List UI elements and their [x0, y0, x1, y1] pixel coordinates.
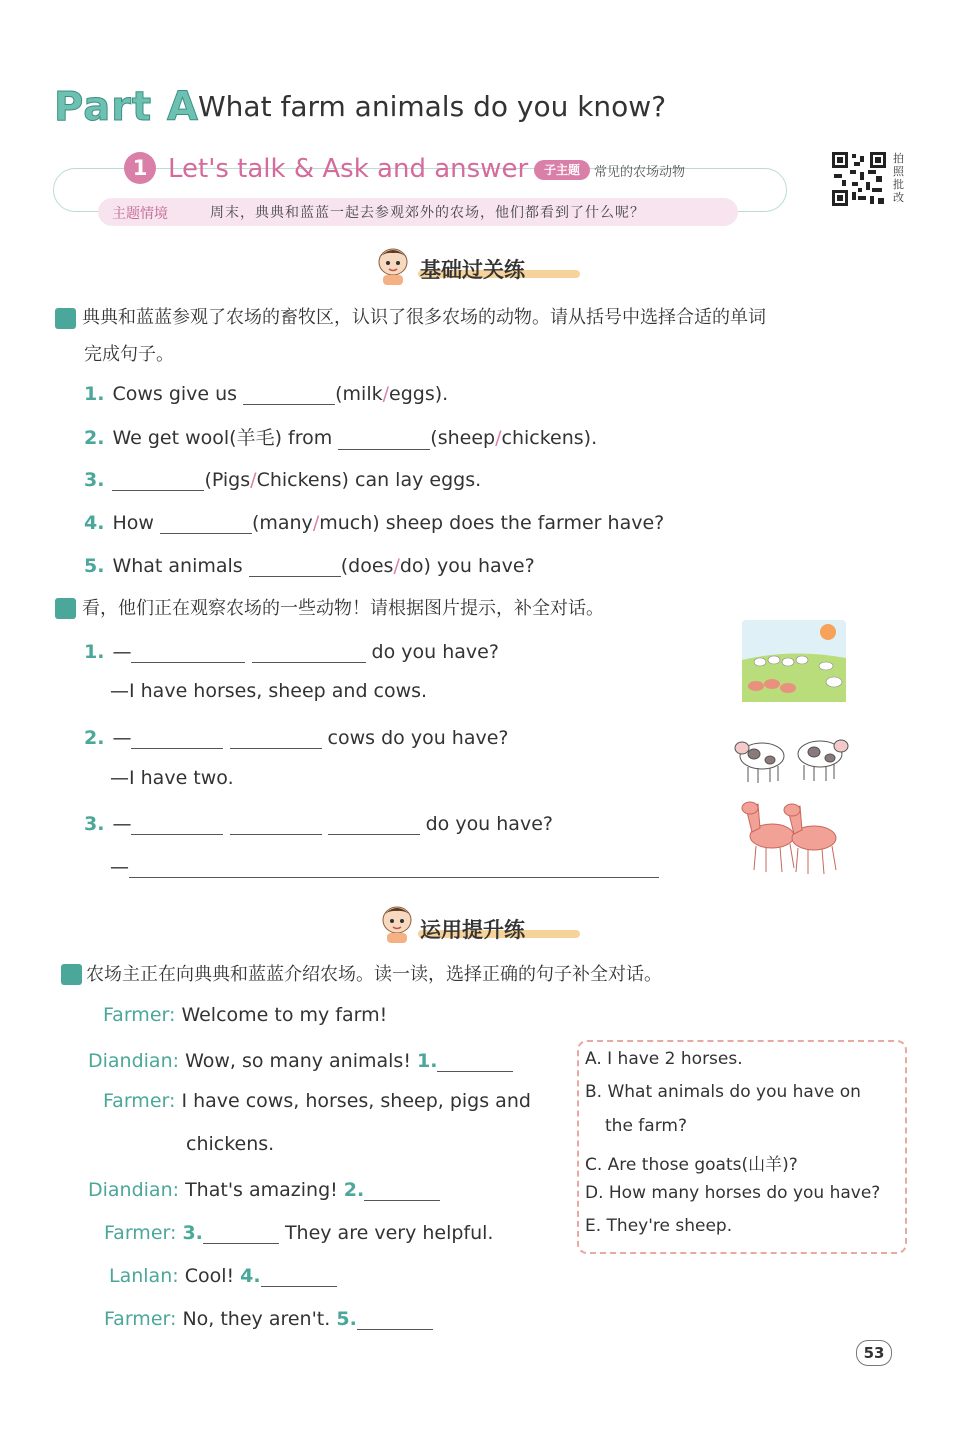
list-item: 4. How (many/much) sheep does the farmer have?	[84, 509, 664, 534]
subtheme-badge: 子主题	[534, 160, 590, 180]
answer-blank[interactable]	[131, 810, 223, 835]
option-d: D. How many horses do you have?	[585, 1183, 881, 1203]
level-heading: 运用提升练	[420, 918, 525, 942]
dialog-line: Diandian: Wow, so many animals! 1.	[88, 1047, 513, 1072]
level-heading: 基础过关练	[420, 258, 525, 282]
answer-blank[interactable]	[252, 638, 366, 663]
part-label: Part A	[54, 84, 199, 130]
section-three-icon	[61, 964, 82, 985]
dialog-answer: —I have horses, sheep and cows.	[110, 680, 428, 702]
unit-title: What farm animals do you know?	[198, 90, 667, 123]
qr-code-icon[interactable]	[832, 152, 886, 206]
section-number-badge: 1	[124, 152, 156, 184]
answer-blank[interactable]	[160, 509, 252, 534]
answer-blank[interactable]	[230, 810, 322, 835]
option-e: E. They're sheep.	[585, 1216, 733, 1236]
section-title: Let's talk & Ask and answer	[168, 154, 529, 184]
answer-blank[interactable]	[338, 425, 430, 450]
dialog-answer: —	[110, 853, 659, 878]
part1-instruction: 典典和蓝蓝参观了农场的畜牧区，认识了很多农场的动物。请从括号中选择合适的单词	[82, 307, 766, 328]
farm-scene-image	[742, 620, 846, 702]
page-number: 53	[856, 1340, 892, 1366]
child-mascot-icon	[372, 244, 414, 286]
answer-blank[interactable]	[131, 638, 245, 663]
dialog-question: 1. — do you have?	[84, 638, 499, 663]
answer-blank[interactable]	[437, 1047, 513, 1072]
list-item: 1. Cows give us (milk/eggs).	[84, 380, 448, 405]
option-b-cont: the farm?	[605, 1116, 687, 1136]
answer-blank[interactable]	[129, 853, 659, 878]
answer-blank[interactable]	[230, 724, 322, 749]
part1-instruction-cont: 完成句子。	[84, 344, 174, 365]
section-one-icon	[55, 308, 76, 329]
two-horses-image	[738, 794, 850, 876]
answer-blank[interactable]	[261, 1262, 337, 1287]
list-item: 5. What animals (does/do) you have?	[84, 552, 535, 577]
dialog-answer: —I have two.	[110, 767, 234, 789]
list-item: 2. We get wool(羊毛) from (sheep/chickens).	[84, 427, 598, 449]
answer-blank[interactable]	[112, 466, 204, 491]
subtheme-text: 常见的农场动物	[594, 165, 686, 180]
dialog-line: Lanlan: Cool! 4.	[109, 1262, 337, 1287]
part3-instruction: 农场主正在向典典和蓝蓝介绍农场。读一读，选择正确的句子补全对话。	[86, 964, 662, 985]
dialog-line: Farmer: Welcome to my farm!	[103, 1004, 388, 1026]
option-a: A. I have 2 horses.	[585, 1049, 743, 1069]
dialog-line: Diandian: That's amazing! 2.	[88, 1176, 440, 1201]
two-cows-image	[734, 734, 850, 786]
answer-blank[interactable]	[357, 1305, 433, 1330]
dialog-line: Farmer: 3. They are very helpful.	[104, 1219, 493, 1244]
list-item: 3. (Pigs/Chickens) can lay eggs.	[84, 466, 481, 491]
part2-instruction: 看，他们正在观察农场的一些动物！请根据图片提示，补全对话。	[82, 598, 604, 619]
dialog-question: 3. — do you have?	[84, 810, 553, 835]
child-mascot-icon	[376, 902, 418, 944]
dialog-question: 2. — cows do you have?	[84, 724, 508, 749]
qr-note: 拍照批改	[893, 152, 904, 204]
answer-blank[interactable]	[243, 380, 335, 405]
dialog-line: Farmer: No, they aren't. 5.	[104, 1305, 433, 1330]
scene-text: 周末，典典和蓝蓝一起去参观郊外的农场，他们都看到了什么呢？	[210, 205, 645, 221]
dialog-line: Farmer: I have cows, horses, sheep, pigs and	[103, 1090, 531, 1112]
answer-blank[interactable]	[203, 1219, 279, 1244]
answer-blank[interactable]	[364, 1176, 440, 1201]
option-b: B. What animals do you have on	[585, 1082, 861, 1102]
scene-label: 主题情境	[112, 206, 168, 222]
section-two-icon	[55, 598, 76, 619]
answer-blank[interactable]	[131, 724, 223, 749]
answer-blank[interactable]	[249, 552, 341, 577]
answer-blank[interactable]	[328, 810, 420, 835]
dialog-line: chickens.	[186, 1133, 275, 1155]
option-c: C. Are those goats(山羊)?	[585, 1155, 798, 1175]
